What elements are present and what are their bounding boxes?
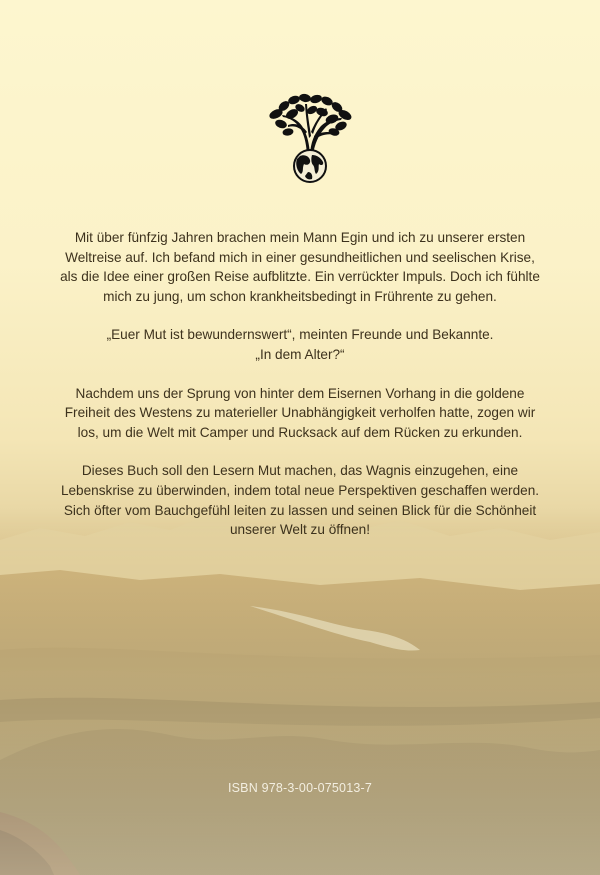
- blurb-paragraph-2: Nachdem uns der Sprung von hinter dem Eisernen Vorhang in die goldene Freiheit des Westens zu materieller Unabhängigkeit verholfen hatte, zogen wir los, um die Welt mit Camper und Rucksack auf dem Rücken zu erkunden.: [64, 385, 536, 440]
- blurb-quote-line-1: „Euer Mut ist bewundernswert“, meinten Freunde und Bekannte.: [106, 327, 494, 343]
- blurb-paragraph-3: Dieses Buch soll den Lesern Mut machen, das Wagnis einzugehen, eine Lebenskrise zu überwinden, indem total neue Perspektiven geschaffen werden. Sich öfter vom Bauchgefühl leiten zu lassen und seinen Blick für die Schönheit unserer Welt zu öffnen!: [60, 463, 540, 538]
- blurb-quote-line-2: „In dem Alter?“: [255, 346, 345, 362]
- tree-globe-icon: [264, 92, 356, 184]
- isbn-number: ISBN 978-3-00-075013-7: [227, 781, 373, 795]
- blurb-paragraph-1: Mit über fünfzig Jahren brachen mein Mann Egin und ich zu unserer ersten Weltreise auf. Ich befand mich in einer gesundheitlichen und seelischen Krise, als die Idee einer großen Reise aufblitzte. Ein verrückter Impuls. Doch ich fühlte mich zu jung, um schon krankheitsbedingt in Frührente zu gehen.: [60, 230, 540, 304]
- blurb-text: [60, 228, 540, 559]
- blurb-quote: [60, 325, 540, 364]
